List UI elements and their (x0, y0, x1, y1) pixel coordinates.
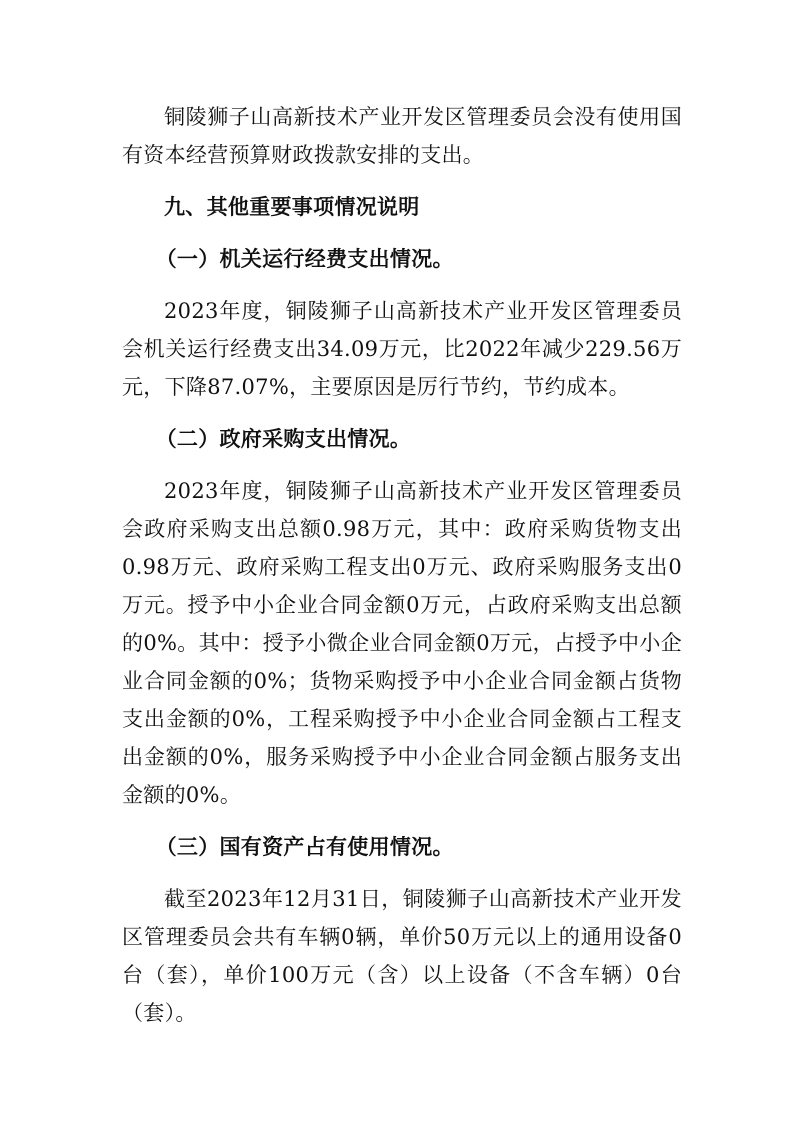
paragraph-state-assets: 截至2023年12月31日，铜陵狮子山高新技术产业开发区管理委员会共有车辆0辆，单价50万元以上的通用设备0台（套），单价100万元（含）以上设备（不含车辆）0台（套）。 (122, 887, 682, 1025)
document-body (122, 98, 682, 1046)
subheading-state-assets: （三）国有资产占有使用情况。 (155, 834, 454, 859)
subheading-operating-expenses: （一）机关运行经费支出情况。 (155, 246, 454, 271)
paragraph-government-procurement: 2023年度，铜陵狮子山高新技术产业开发区管理委员会政府采购支出总额0.98万元，其中：政府采购货物支出0.98万元、政府采购工程支出0万元、政府采购服务支出0万元。授予中小企业合同金额0万元，占政府采购支出总额的0%。其中：授予小微企业合同金额0万元，占授予中小企业合同金额的0%；货物采购授予中小企业合同金额占货物支出金额的0%，工程采购授予中小企业合同金额占工程支出金额的0%，服务采购授予中小企业合同金额占服务支出金额的0%。 (122, 479, 682, 807)
subheading-government-procurement: （二）政府采购支出情况。 (155, 426, 412, 451)
paragraph-state-capital-budget: 铜陵狮子山高新技术产业开发区管理委员会没有使用国有资本经营预算财政拨款安排的支出。 (122, 105, 682, 167)
section-heading-other-matters: 九、其他重要事项情况说明 (164, 194, 420, 219)
paragraph-operating-expenses: 2023年度，铜陵狮子山高新技术产业开发区管理委员会机关运行经费支出34.09万元，比2022年减少229.56万元，下降87.07%，主要原因是厉行节约，节约成本。 (122, 299, 682, 399)
